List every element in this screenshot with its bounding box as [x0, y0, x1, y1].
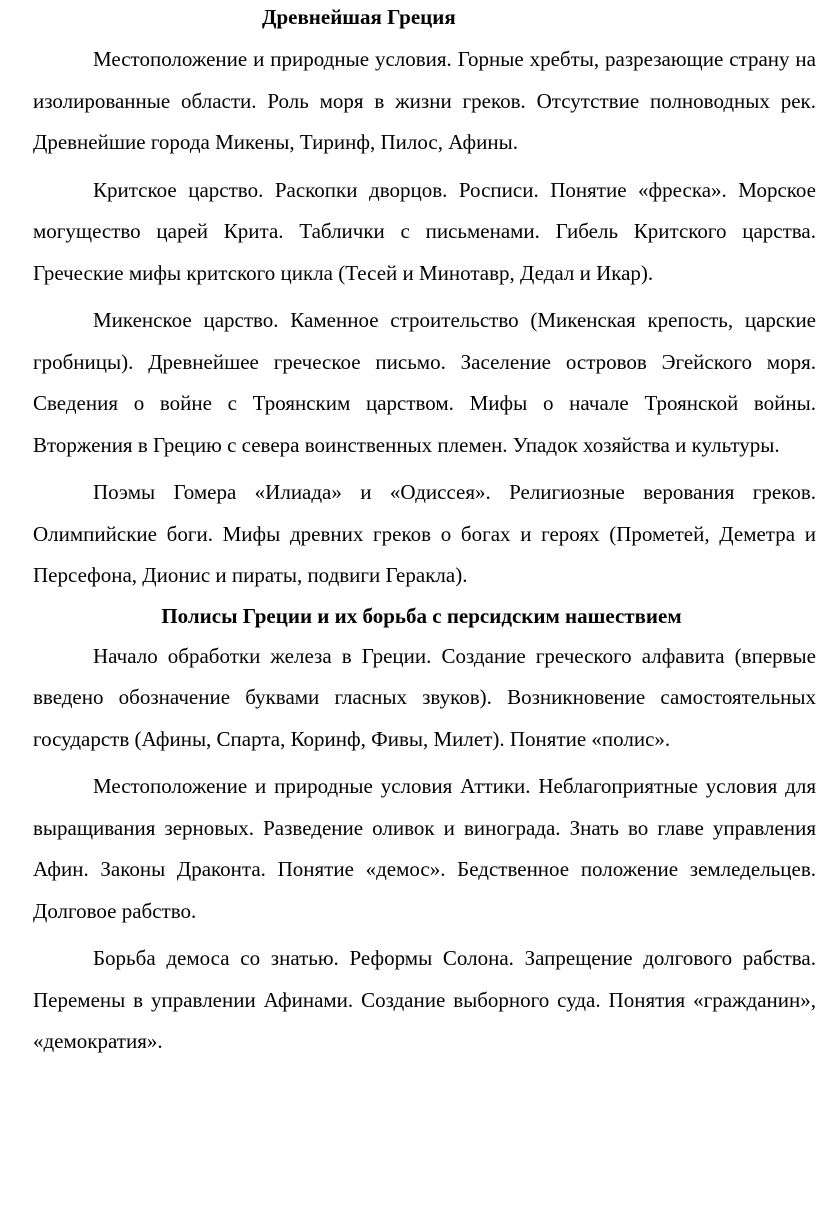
- paragraph: Борьба демоса со знатью. Реформы Солона. Запрещение долгового рабства. Перемены в управлении Афинами. Создание выборного суда. Понятия «гражданин», «демократия».: [33, 946, 816, 1053]
- paragraph: Местоположение и природные условия. Горные хребты, разрезающие страну на изолированные области. Роль моря в жизни греков. Отсутствие полноводных рек. Древнейшие города Микены, Тиринф, Пилос, Афины.: [33, 47, 816, 154]
- paragraph: Местоположение и природные условия Аттики. Неблагоприятные условия для выращивания зерновых. Разведение оливок и винограда. Знать во главе управления Афин. Законы Драконта. Понятие «демос». Бедственное положение земледельцев. Долговое рабство.: [33, 774, 816, 923]
- paragraph: Начало обработки железа в Греции. Создание греческого алфавита (впервые введено обозначение буквами гласных звуков). Возникновение самостоятельных государств (Афины, Спарта, Коринф, Фивы, Милет). Понятие «полис».: [33, 643, 816, 751]
- paragraph: Критское царство. Раскопки дворцов. Росписи. Понятие «фреска». Морское могущество царей Крита. Таблички с письменами. Гибель Критского царства. Греческие мифы критского цикла (Тесей и Минотавр, Дедал и Икар).: [33, 177, 816, 285]
- paragraph: Поэмы Гомера «Илиада» и «Одиссея». Религиозные верования греков. Олимпийские боги. Мифы древних греков о богах и героях (Прометей, Деметра и Персефона, Дионис и пираты, подвиги Геракла).: [33, 480, 816, 587]
- paragraph: Микенское царство. Каменное строительство (Микенская крепость, царские гробницы). Древнейшее греческое письмо. Заселение островов Эгейского моря. Сведения о войне с Троянским царством. Мифы о начале Троянской войны. Вторжения в Грецию с севера воинственных племен. Упадок хозяйства и культуры.: [33, 308, 816, 457]
- document-page: [33, 0, 816, 1069]
- section-heading-ancient-greece: Древнейшая Греция: [262, 5, 456, 29]
- section-heading-greek-poleis: Полисы Греции и их борьба с персидским нашествием: [161, 603, 682, 628]
